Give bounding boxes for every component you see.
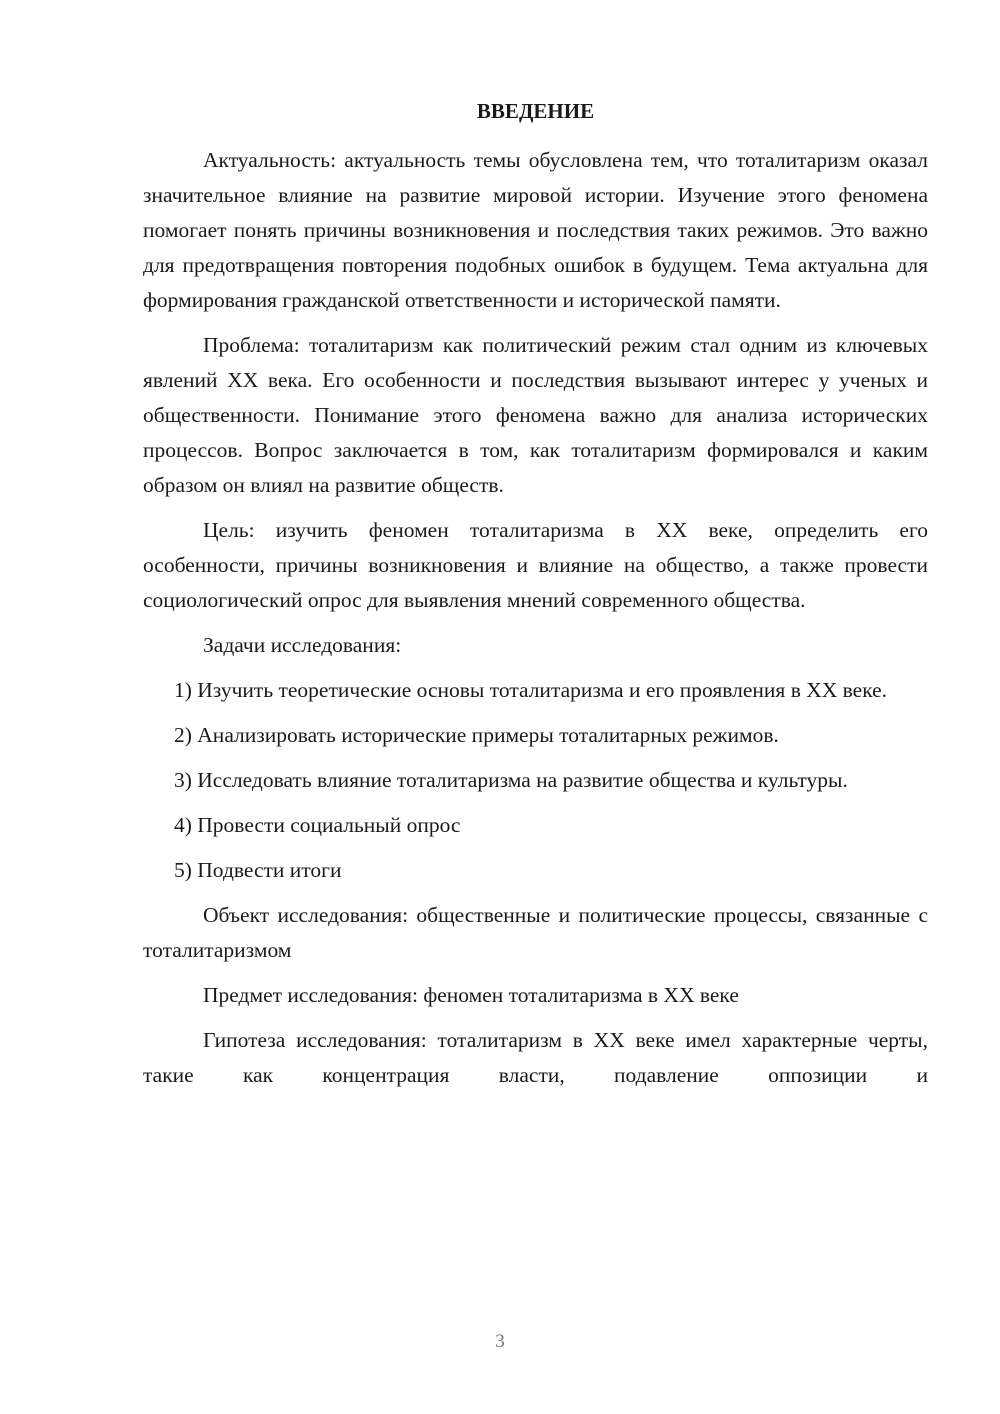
relevance-paragraph: Актуальность: актуальность темы обусловлена тем, что тоталитаризм оказал значительное влияние на развитие мировой истории. Изучение этого феномена помогает понять причины возникновения и последствия таких режимов. Это важно для предотвращения повторения подобных ошибок в будущем. Тема актуальна для формирования гражданской ответственности и исторической памяти. bbox=[143, 148, 928, 312]
task-item: 4) Провести социальный опрос bbox=[174, 813, 461, 837]
problem-paragraph: Проблема: тоталитаризм как политический режим стал одним из ключевых явлений XX века. Его особенности и последствия вызывают интерес у ученых и общественности. Понимание этого феномена важно для анализа исторических процессов. Вопрос заключается в том, как тоталитаризм формировался и каким образом он влиял на развитие обществ. bbox=[143, 333, 928, 497]
task-item: 1) Изучить теоретические основы тоталитаризма и его проявления в XX веке. bbox=[174, 678, 888, 702]
hypothesis-paragraph: Гипотеза исследования: тоталитаризм в XX веке имел характерные черты, такие как концентрация власти, подавление оппозиции и bbox=[143, 1028, 928, 1087]
section-heading: ВВЕДЕНИЕ bbox=[476, 99, 595, 123]
task-item: 5) Подвести итоги bbox=[174, 858, 342, 882]
subject-paragraph: Предмет исследования: феномен тоталитаризма в XX веке bbox=[203, 983, 739, 1007]
task-item: 3) Исследовать влияние тоталитаризма на развитие общества и культуры. bbox=[174, 768, 848, 792]
goal-paragraph: Цель: изучить феномен тоталитаризма в XX веке, определить его особенности, причины возникновения и влияние на общество, а также провести социологический опрос для выявления мнений современного общества. bbox=[143, 518, 928, 612]
body-text bbox=[143, 143, 928, 1103]
object-paragraph: Объект исследования: общественные и политические процессы, связанные с тоталитаризмом bbox=[143, 903, 928, 962]
page-number: 3 bbox=[495, 1331, 505, 1352]
task-item: 2) Анализировать исторические примеры тоталитарных режимов. bbox=[174, 723, 779, 747]
tasks-heading: Задачи исследования: bbox=[203, 633, 402, 657]
